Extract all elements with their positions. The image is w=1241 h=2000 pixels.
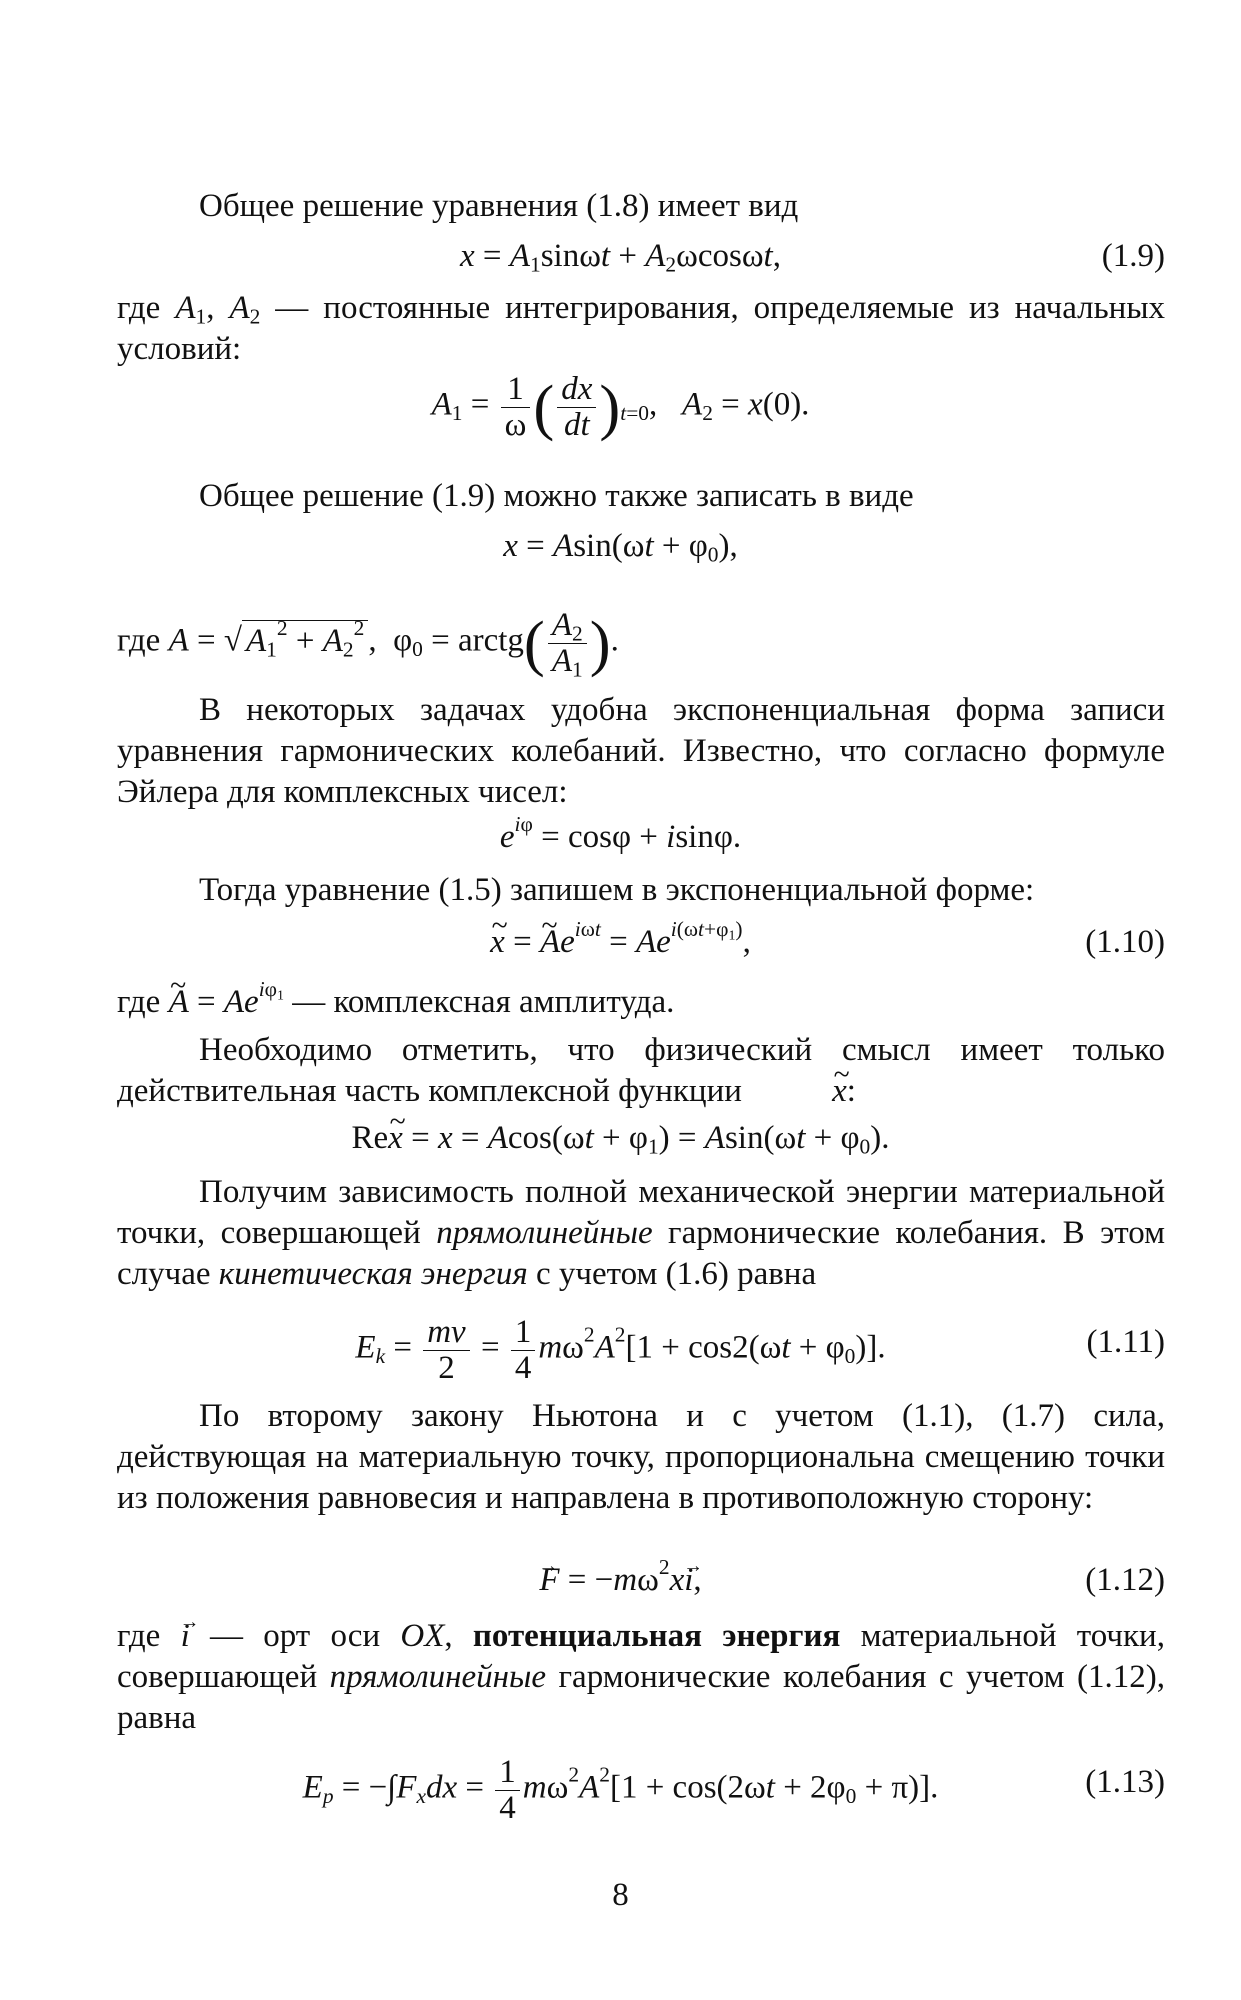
equation-1-10: x ~ = A $\sim e^{i\omega t} = Ae^{i(\omega t+\varphi_1)}$, <box>0 922 1241 963</box>
paragraph-exponential: В некоторых задачах удобна экспоненциальная форма записи уравнения гармонических колебаний. Известно, что согласно формуле Эйлера для комплексных чисел: <box>117 692 1165 810</box>
paragraph-newton: По второму закону Ньютона и с учетом (1.1), (1.7) сила, действующая на материальную точку, пропорциональна смещению точки из положения равновесия и направлена в противоположную сторону: <box>117 1398 1165 1516</box>
paragraph-real-part: Необходимо отметить, что физический смысл имеет только действительная часть комплексной функции x ~: <box>117 1030 1165 1112</box>
equation-euler: $e^{i\varphi} = \cos\varphi + isin\varphi$. <box>499 811 742 855</box>
paragraph-complex-amplitude: где A ~ = $Ae^{i\varphi_1}$ — комплексная амплитуда. <box>117 982 1165 1023</box>
equation-number-1-11: (1.11) <box>1086 1324 1165 1360</box>
equation-1-11: $E_k$ = $\frac{mv}{2}$ = $\frac{1}{4}$ $m\omega^2A^2[1 + \cos 2(\omega t + \varphi_0)]$. <box>355 1314 886 1386</box>
equation-real-part: Rex ~ = $x = Acos(\omega t + \varphi_1) = Asin(\omega t + \varphi_0)$. <box>0 1118 1241 1159</box>
paragraph-constants: где $A_1$, $A_2$ — постоянные интегрирования, определяемые из начальных условий: <box>117 290 1165 367</box>
page-number: 8 <box>612 1877 629 1913</box>
equation-number-1-10: (1.10) <box>1085 924 1165 960</box>
equation-amplitude-form: $x = Asin(\omega t + \varphi_0)$, <box>503 528 738 567</box>
equation-1-13: $E_p = -\int F_xdx$ = $\frac{1}{4}$ $m\omega^2A^2[1 + \cos(2\omega t + 2\varphi_0 + \pi)]$. <box>302 1754 939 1826</box>
paragraph-general-solution: Общее решение уравнения (1.8) имеет вид <box>199 188 799 224</box>
paragraph-alt-form: Общее решение (1.9) можно также записать в виде <box>199 478 914 514</box>
paragraph-kinetic-energy: Получим зависимость полной механической энергии материальной точки, совершающей прямолинейные гармонические колебания. В этом случае кинетическая энергия с учетом (1.6) равна <box>117 1174 1165 1292</box>
equation-number-1-13: (1.13) <box>1085 1764 1165 1800</box>
paragraph-amplitude-phase: где A = √ $A_1^2 + A_2^2$ , $\varphi_0$ = arctg( $\frac{A_2}{A_1}$ ). <box>117 607 619 682</box>
equation-number-1-12: (1.12) <box>1085 1562 1165 1598</box>
equation-1-9: $x = A_1\sin\omega t + A_2\omega\cos\omega t$, <box>460 238 781 277</box>
equation-number-1-9: (1.9) <box>1101 238 1165 274</box>
paragraph-exp-form: Тогда уравнение (1.5) запишем в экспоненциальной форме: <box>199 872 1035 908</box>
paragraph-potential-energy: где i → — орт оси OX, потенциальная энергия материальной точки, совершающей прямолинейные гармонические колебания с учетом (1.12), равна <box>117 1616 1165 1739</box>
equation-initial-conditions: $A_1$ = $\frac{1}{\omega}$ ( $\frac{dx}{dt}$ )$_{t=0}$, $A_2 = x(0)$. <box>431 371 810 443</box>
equation-1-12: F → = $-m\omega^2xi$ →, <box>0 1560 1241 1601</box>
